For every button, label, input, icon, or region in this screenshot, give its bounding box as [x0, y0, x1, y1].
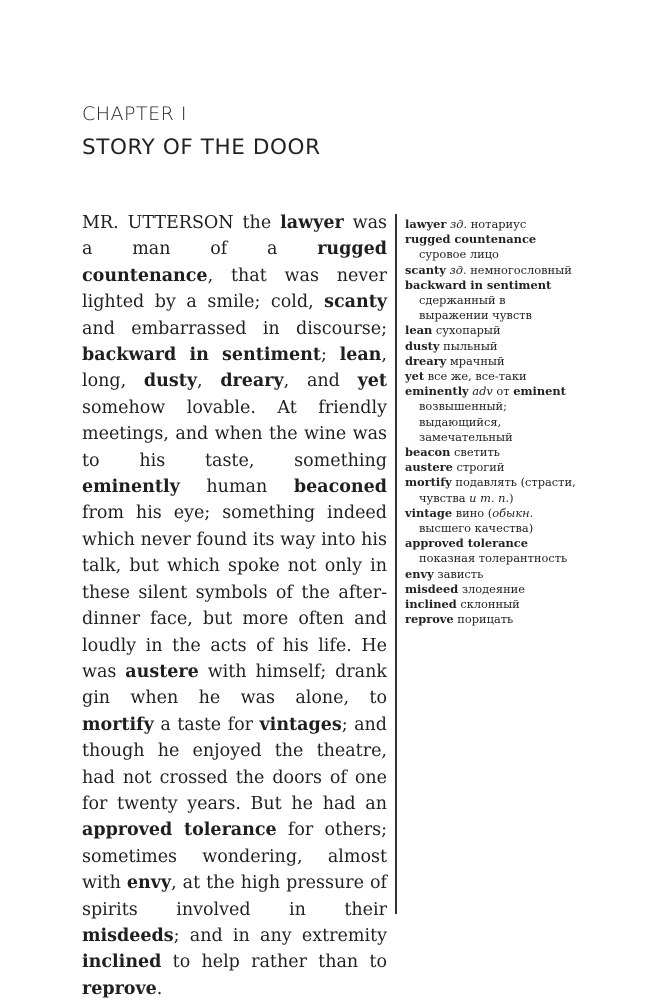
- glossed-word: inclined: [82, 952, 162, 973]
- text-run: and embarrassed in discourse;: [82, 318, 387, 339]
- glossary-translation: зависть: [433, 566, 484, 581]
- glossed-word: backward in sentiment: [82, 345, 321, 366]
- glossed-word: lean: [339, 345, 382, 366]
- text-run: ;: [320, 345, 340, 366]
- glossed-word: dusty: [143, 371, 197, 392]
- text-run: , long,: [82, 345, 387, 392]
- glossary-translation: вино (: [452, 505, 493, 520]
- glossed-word: mortify: [82, 714, 154, 735]
- glossary-abbreviation: обыкн.: [492, 505, 534, 520]
- glossary-abbreviation: зд.: [450, 217, 468, 231]
- glossed-word: approved tolerance: [82, 820, 277, 841]
- glossed-word: vintages: [259, 714, 342, 735]
- chapter-title: STORY OF THE DOOR: [82, 135, 321, 160]
- glossary-translation-line: выражении чувств: [419, 308, 532, 323]
- text-run: human: [179, 477, 294, 498]
- text-run: .: [156, 978, 163, 999]
- glossed-word: scanty: [324, 292, 387, 313]
- text-run: ; and though he enjoyed the theatre, had not crossed the doors of one for twenty years. But he had an: [82, 714, 387, 814]
- glossary-entry: [405, 232, 620, 262]
- glossary-translation-line: чувства и т. п.): [419, 490, 514, 505]
- glossary-entry: [405, 369, 620, 384]
- glossary-translation: немногословный: [466, 262, 572, 277]
- glossary-entry: [405, 339, 620, 354]
- text-run: somehow lovable. At friendly meetings, and when the wine was to his taste, something: [82, 397, 387, 471]
- text-run: a taste for: [153, 714, 260, 735]
- glossary-term: lean: [405, 323, 433, 338]
- glossary-entry: [405, 567, 620, 582]
- glossary-translation: строгий: [452, 460, 505, 475]
- glossary-term: scanty: [405, 262, 446, 277]
- glossed-word: dreary: [220, 371, 284, 392]
- glossary-entry: [405, 582, 620, 597]
- glossary-translation: злодеяние: [458, 581, 526, 596]
- text-run: ,: [197, 371, 221, 392]
- glossary-entry: [405, 354, 620, 369]
- glossary-entry: [405, 445, 620, 460]
- chapter-label: CHAPTER I: [82, 103, 187, 125]
- text-run: , and: [283, 371, 358, 392]
- glossary-term: vintage: [405, 505, 453, 520]
- glossary-translation: от: [492, 384, 514, 399]
- glossed-word: beaconed: [293, 477, 387, 498]
- glossary-term: rugged countenance: [405, 232, 537, 247]
- glossary-entry: [405, 217, 620, 232]
- text-run: was a man of a: [82, 213, 387, 260]
- column-divider: [395, 214, 397, 914]
- glossary-translation: склонный: [456, 597, 520, 612]
- glossary-term: eminently: [405, 384, 469, 399]
- text-run: MR. UTTERSON the: [82, 213, 281, 233]
- glossary-entry: [405, 597, 620, 612]
- glossary-entry: [405, 612, 620, 627]
- glossary-entry: [405, 506, 620, 536]
- glossed-word: austere: [125, 661, 199, 682]
- glossary-abbreviation: зд.: [449, 262, 467, 277]
- glossary-translation-line: высшего качества): [419, 521, 534, 536]
- glossary-term: misdeed: [405, 581, 459, 596]
- glossed-word: yet: [357, 371, 387, 392]
- glossary-translation: светить: [450, 445, 500, 460]
- glossary-translation: порицать: [453, 612, 514, 627]
- glossary-translation: нотариус: [467, 217, 527, 231]
- glossary-term: backward in sentiment: [405, 277, 552, 292]
- glossary-term: dusty: [405, 338, 440, 353]
- glossary-translation-line: суровое лицо: [419, 247, 499, 262]
- glossary-term: beacon: [405, 445, 451, 460]
- glossary-translation-line: показная толерантность: [419, 551, 568, 566]
- glossary-term: approved tolerance: [405, 536, 528, 551]
- glossary-entry: [405, 475, 620, 505]
- glossary-term: yet: [405, 369, 425, 384]
- glossary-entry: [405, 460, 620, 475]
- glossed-word: eminently: [82, 477, 180, 498]
- glossary-translation-line: сдержанный в: [419, 293, 506, 308]
- glossary-translation: все же, все-таки: [424, 369, 527, 384]
- glossary-abbreviation: adv: [472, 384, 493, 399]
- glossary-term: envy: [405, 566, 434, 581]
- glossary-translation: подавлять (страсти,: [451, 475, 576, 490]
- glossary-term: inclined: [405, 597, 457, 612]
- glossary-sidebar: [405, 217, 620, 627]
- glossary-term: lawyer: [405, 217, 447, 231]
- glossary-entry: [405, 384, 620, 445]
- glossary-entry: [405, 323, 620, 338]
- text-run: to help rather than to: [161, 952, 387, 973]
- glossary-term: eminent: [513, 384, 566, 399]
- glossed-word: lawyer: [280, 213, 344, 233]
- glossed-word: misdeeds: [82, 925, 174, 946]
- glossary-translation-line: возвышенный;: [419, 399, 507, 414]
- glossary-abbreviation: и т. п.: [469, 490, 510, 505]
- glossary-translation: пыльный: [439, 338, 498, 353]
- glossary-entry: [405, 536, 620, 566]
- glossary-term: reprove: [405, 612, 454, 627]
- glossed-word: envy: [126, 873, 172, 894]
- text-run: with himself; drank gin when he was alone, to: [82, 661, 387, 709]
- glossary-term: mortify: [405, 475, 452, 490]
- main-text-paragraph: [82, 210, 387, 1002]
- glossed-word: rugged countenance: [82, 239, 387, 286]
- glossary-translation-line: выдающийся,: [419, 414, 502, 429]
- text-run: for others; sometimes wondering, almost with: [82, 820, 387, 894]
- glossary-translation: мрачный: [446, 353, 505, 368]
- glossed-word: reprove: [82, 978, 157, 999]
- text-run: from his eye; something indeed which never found its way into his talk, but which spoke not only in these silent symbols of the after-dinner face, but more often and loudly in the acts of his life. He was: [82, 503, 387, 682]
- text-run: , at the high pressure of spirits involved in their: [82, 873, 388, 920]
- glossary-entry: [405, 278, 620, 324]
- glossary-term: dreary: [405, 353, 447, 368]
- glossary-term: austere: [405, 460, 453, 475]
- text-run: , that was never lighted by a smile; cold,: [82, 265, 387, 313]
- glossary-translation: сухопарый: [432, 323, 501, 338]
- glossary-translation-line: замечательный: [419, 429, 513, 444]
- glossary-entry: [405, 263, 620, 278]
- text-run: ; and in any extremity: [173, 925, 387, 946]
- glossary-translation: ): [509, 490, 514, 505]
